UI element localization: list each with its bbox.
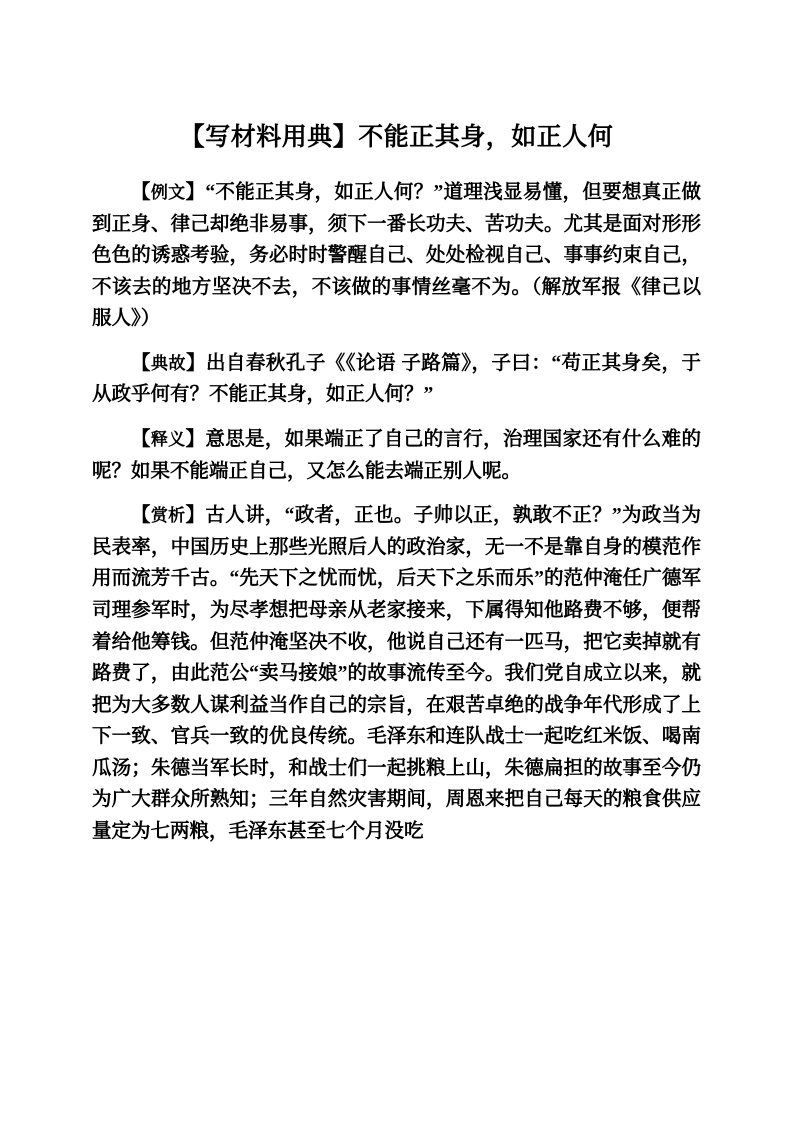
- paragraph-body: 意思是，如果端正了自己的言行，治理国家还有什么难的呢？如果不能端正自己，又怎么能去端正别人呢。: [92, 429, 701, 482]
- paragraph-body: “不能正其身，如正人何？”道理浅显易懂，但要想真正做到正身、律己却绝非易事，须下一番长功夫、苦功夫。尤其是面对形形色色的诱惑考验，务必时时警醒自己、处处检视自己、事事约束自己，不该去的地方坚决不去，不该做的事情丝毫不为。（解放军报《律己以服人》）: [92, 182, 701, 330]
- paragraph-example: [92, 177, 701, 335]
- paragraph-label-appreciation: [131, 505, 205, 526]
- label-text: 赏析: [150, 506, 186, 526]
- bracket-close: 】: [185, 429, 206, 451]
- paragraph-definition: [92, 424, 701, 487]
- bracket-open: 【: [131, 505, 151, 527]
- paragraph-label-allusion: [131, 353, 206, 374]
- bracket-close: 】: [185, 352, 206, 374]
- bracket-open: 【: [131, 352, 151, 374]
- label-text: 典故: [150, 353, 186, 373]
- paragraph-label-definition: [131, 429, 205, 450]
- paragraph-label-example: [131, 182, 205, 203]
- bracket-close: 】: [185, 182, 206, 203]
- paragraph-allusion: [92, 348, 701, 411]
- paragraph-body: 古人讲，“政者，正也。子帅以正，孰敢不正？”为政当为民表率，中国历史上那些光照后人的政治家，无一不是靠自身的模范作用而流芳千古。“先天下之忧而忧，后天下之乐而乐”的范仲淹任广德军司理参军时，为尽孝想把母亲从老家接来，下属得知他路费不够，便帮着给他筹钱。但范仲淹坚决不收，他说自己还有一匹马，把它卖掉就有路费了，由此范公“卖马接娘”的故事流传至今。我们党自成立以来，就把为大多数人谋利益当作自己的宗旨，在艰苦卓绝的战争年代形成了上下一致、官兵一致的优良传统。毛泽东和连队战士一起吃红米饭、喝南瓜汤；朱德当军长时，和战士们一起挑粮上山，朱德扁担的故事至今仍为广大群众所熟知；三年自然灾害期间，周恩来把自己每天的粮食供应量定为七两粮，毛泽东甚至七个月没吃: [92, 505, 701, 842]
- paragraph-appreciation: [92, 500, 701, 847]
- paragraph-body: 出自春秋孔子《《论语 子路篇》，子曰：“苟正其身矣，于从政乎何有？不能正其身，如正人何？”: [92, 352, 701, 406]
- page-title: 【写材料用典】不能正其身，如正人何: [179, 124, 614, 151]
- bracket-open: 【: [131, 182, 151, 203]
- bracket-close: 】: [185, 505, 206, 527]
- bracket-open: 【: [131, 429, 151, 451]
- label-text: 释义: [150, 430, 186, 450]
- label-text: 例文: [150, 183, 186, 202]
